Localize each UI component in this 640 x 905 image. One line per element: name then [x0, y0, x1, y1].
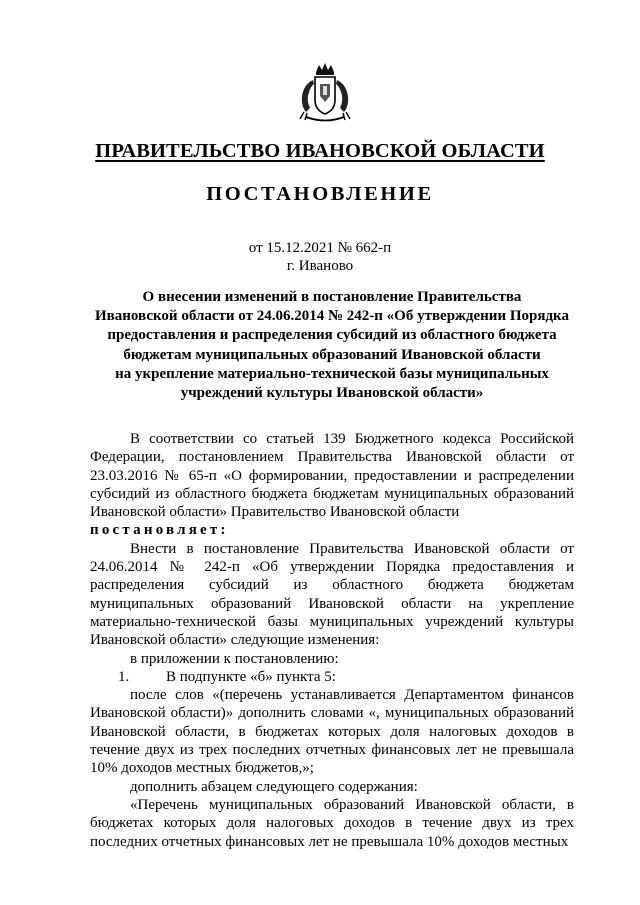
- subject-line: предоставления и распределения субсидий из областного бюджета: [107, 327, 557, 344]
- new-text-paragraph: «Перечень муниципальных образований Ивановской области, в бюджетах которых доля налоговых доходов в течение двух из трех последних отчетных финансовых лет не превышала 10% доходов местных: [90, 796, 574, 850]
- addition-paragraph: дополнить абзацем следующего содержания:: [130, 778, 418, 795]
- resolves-word: постановляет:: [90, 522, 229, 539]
- amendment-paragraph: Внести в постановление Правительства Ивановской области от 24.06.2014 № 242-п «Об утверждении Порядка предоставления и распределения субсидий из областного бюджета бюджетам муниципальных образований Ивановской области на укрепление материально-технической базы муниципальных учреждений культуры Ивановской области» следующие изменения:: [90, 540, 574, 649]
- change-paragraph: после слов «(перечень устанавливается Департаментом финансов Ивановской области)» дополнить словами «, муниципальных образований Ивановской области, в бюджетах которых доля налоговых доходов в течение двух из трех последних отчетных финансовых лет не превышала 10% доходов местных бюджетов,»;: [90, 687, 574, 777]
- document-type: ПОСТАНОВЛЕНИЕ: [206, 183, 434, 205]
- decree-body: [90, 430, 574, 851]
- subject-block: [90, 288, 574, 403]
- subject-line: О внесении изменений в постановление Правительства: [142, 289, 522, 305]
- numbered-item: [90, 668, 574, 686]
- item-number: 1.: [118, 668, 130, 685]
- preamble-paragraph: В соответствии со статьей 139 Бюджетного кодекса Российской Федерации, постановлением Правительства Ивановской области от 23.03.2016 № 65-п «О формировании, предоставлении и распределении субсидий из областного бюджета бюджетам муниципальных образований Ивановской области» Правительство Ивановской области: [90, 431, 574, 521]
- appendix-paragraph: в приложении к постановлению:: [130, 650, 339, 667]
- subject-line: учреждений культуры Ивановской области»: [180, 385, 484, 402]
- subject-line: на укрепление материально-технической базы муниципальных: [115, 365, 549, 382]
- city-line: г. Иваново: [286, 258, 354, 274]
- coat-of-arms-icon: [296, 62, 354, 124]
- date-number-line: от 15.12.2021 № 662-п: [248, 240, 392, 256]
- government-title: ПРАВИТЕЛЬСТВО ИВАНОВСКОЙ ОБЛАСТИ: [95, 140, 545, 162]
- item-text: В подпункте «б» пункта 5:: [166, 668, 336, 685]
- subject-line: Ивановской области от 24.06.2014 № 242-п «Об утверждении Порядка: [95, 308, 569, 325]
- subject-line: бюджетам муниципальных образований Ивановской области: [123, 346, 541, 363]
